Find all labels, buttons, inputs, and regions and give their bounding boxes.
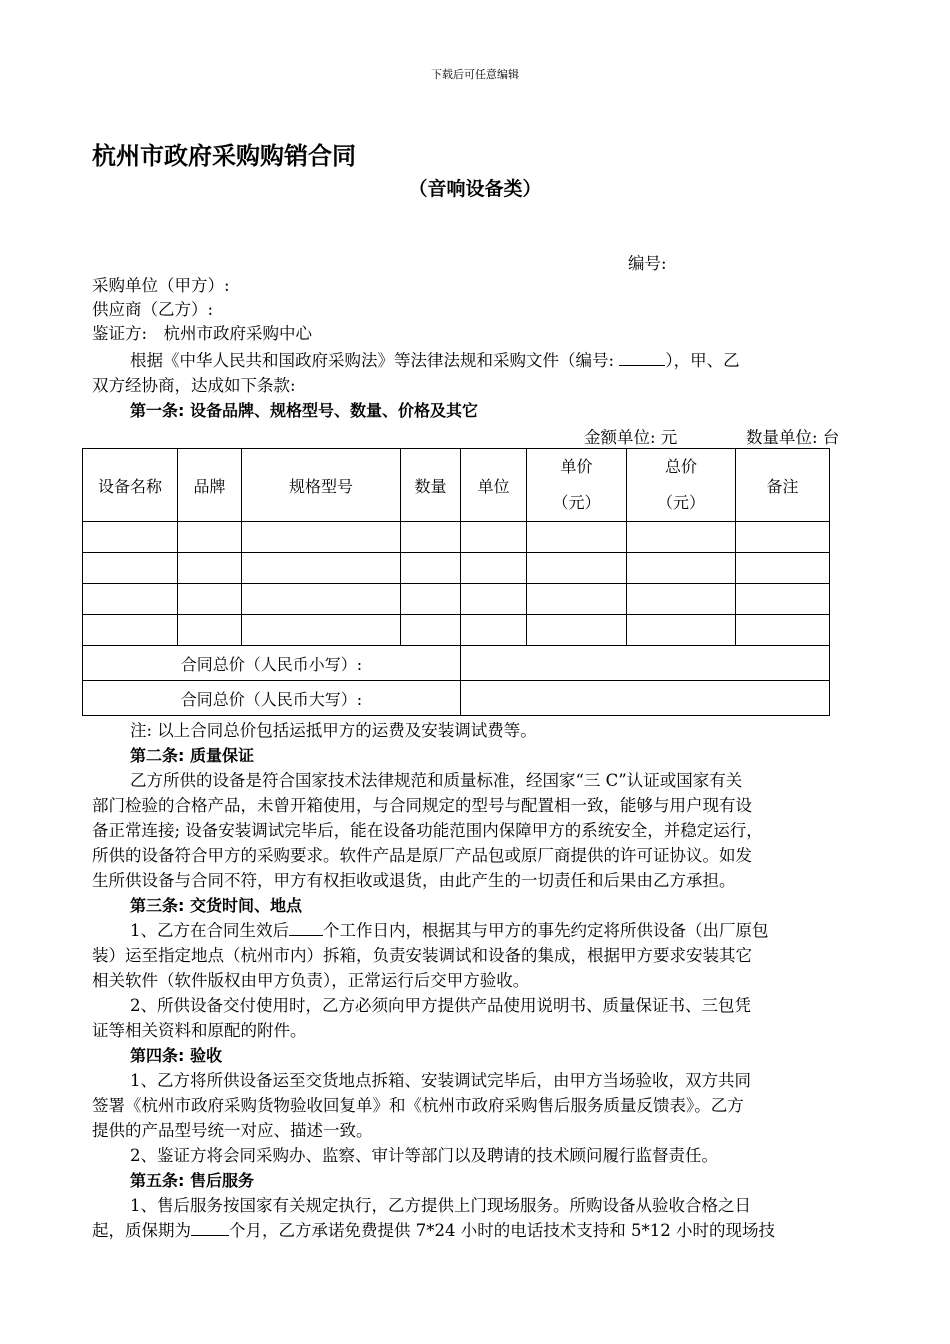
- article-5-line-1: 1、售后服务按国家有关规定执行，乙方提供上门现场服务。所购设备从验收合格之日: [130, 1196, 751, 1215]
- file-number-blank: [619, 349, 665, 366]
- total-lowercase-row: [83, 646, 830, 681]
- header-brand: 品牌: [178, 449, 242, 522]
- header-total-price: [627, 449, 736, 522]
- header-quantity: 数量: [401, 449, 461, 522]
- table-cell: [627, 584, 736, 615]
- table-cell: [242, 522, 401, 553]
- article-3-para-2-line: 证等相关资料和原配的附件。: [92, 1021, 307, 1040]
- document-subtitle: （音响设备类）: [408, 178, 542, 200]
- article-5-line-2-b: 个月，乙方承诺免费提供 7*24 小时的电话技术支持和 5*12 小时的现场技: [229, 1221, 775, 1240]
- header-remark: 备注: [736, 449, 830, 522]
- table-cell: [401, 522, 461, 553]
- table-row: [83, 615, 830, 646]
- table-cell: [178, 522, 242, 553]
- table-cell: [401, 615, 461, 646]
- article-3-line: 相关软件（软件版权由甲方负责），正常运行后交甲方验收。: [92, 971, 530, 990]
- article-3-line: 装）运至指定地点（杭州市内）拆箱，负责安装调试和设备的集成，根据甲方要求安装其它: [92, 946, 752, 965]
- article-5-line-2: [92, 1219, 775, 1243]
- table-cell: [83, 615, 178, 646]
- total-uppercase-label: 合同总价（人民币大写）:: [83, 681, 461, 716]
- amount-unit-label: 金额单位: 元: [584, 428, 678, 447]
- article-4-heading: 第四条: 验收: [130, 1046, 222, 1065]
- equipment-table: [82, 448, 830, 716]
- total-uppercase-value: [461, 681, 830, 716]
- supplier-line: 供应商（乙方）:: [92, 300, 214, 319]
- witness-line: 鉴证方: 杭州市政府采购中心: [92, 324, 313, 343]
- article-1-heading: 第一条: 设备品牌、规格型号、数量、价格及其它: [130, 401, 478, 420]
- table-cell: [627, 522, 736, 553]
- document-title: 杭州市政府采购购销合同: [92, 142, 356, 170]
- table-cell: [401, 584, 461, 615]
- total-price-label: 总价: [664, 457, 697, 476]
- contract-number-label: 编号:: [628, 254, 667, 273]
- intro-line-1-a: 根据《中华人民共和国政府采购法》等法律法规和采购文件（编号:: [130, 351, 620, 370]
- article-2-line: 备正常连接; 设备安装调试完毕后，能在设备功能范围内保障甲方的系统安全，并稳定运行，: [92, 821, 763, 840]
- table-cell: [627, 615, 736, 646]
- unit-price-currency: （元）: [552, 493, 601, 512]
- table-cell: [178, 615, 242, 646]
- table-cell: [178, 584, 242, 615]
- warranty-months-blank: [191, 1219, 229, 1236]
- table-cell: [736, 522, 830, 553]
- table-cell: [401, 553, 461, 584]
- table-cell: [83, 584, 178, 615]
- header-unit: 单位: [461, 449, 527, 522]
- article-2-line: 生所供设备与合同不符，甲方有权拒收或退货，由此产生的一切责任和后果由乙方承担。: [92, 871, 736, 890]
- header-model: 规格型号: [242, 449, 401, 522]
- header-equipment-name: 设备名称: [83, 449, 178, 522]
- total-lowercase-value: [461, 646, 830, 681]
- intro-line-1: [130, 349, 740, 373]
- article-2-line: 所供的设备符合甲方的采购要求。软件产品是原厂产品包或原厂商提供的许可证协议。如发: [92, 846, 752, 865]
- header-note: 下载后可任意编辑: [431, 68, 519, 81]
- article-3-line-1: [130, 919, 769, 943]
- table-cell: [461, 615, 527, 646]
- table-cell: [461, 522, 527, 553]
- table-row: [83, 584, 830, 615]
- table-cell: [242, 615, 401, 646]
- working-days-blank: [289, 919, 323, 936]
- table-cell: [242, 584, 401, 615]
- intro-line-2: 双方经协商，达成如下条款:: [92, 376, 296, 395]
- buyer-line: 采购单位（甲方）:: [92, 276, 230, 295]
- table-cell: [178, 553, 242, 584]
- table-cell: [736, 615, 830, 646]
- article-4-line: 1、乙方将所供设备运至交货地点拆箱、安装调试完毕后，由甲方当场验收，双方共同: [130, 1071, 751, 1090]
- table-header-row: [83, 449, 830, 522]
- intro-line-1-b: ），甲、乙: [665, 351, 740, 370]
- article-2-heading: 第二条: 质量保证: [130, 746, 254, 765]
- article-4-line: 签署《杭州市政府采购货物验收回复单》和《杭州市政府采购售后服务质量反馈表》。乙方: [92, 1096, 744, 1115]
- table-cell: [527, 615, 627, 646]
- table-cell: [527, 553, 627, 584]
- unit-price-label: 单价: [560, 457, 593, 476]
- table-cell: [527, 522, 627, 553]
- article-2-line: 部门检验的合格产品，未曾开箱使用，与合同规定的型号与配置相一致，能够与用户现有设: [92, 796, 752, 815]
- article-3-line-1-a: 1、乙方在合同生效后: [130, 921, 289, 940]
- article-4-line: 提供的产品型号统一对应、描述一致。: [92, 1121, 373, 1140]
- article-3-para-2-line: 2、所供设备交付使用时，乙方必须向甲方提供产品使用说明书、质量保证书、三包凭: [130, 996, 751, 1015]
- header-unit-price: [527, 449, 627, 522]
- table-cell: [627, 553, 736, 584]
- article-5-line-2-a: 起，质保期为: [92, 1221, 191, 1240]
- table-cell: [736, 553, 830, 584]
- article-3-line-1-b: 个工作日内，根据其与甲方的事先约定将所供设备（出厂原包: [323, 921, 769, 940]
- table-cell: [461, 553, 527, 584]
- total-price-currency: （元）: [656, 493, 705, 512]
- article-3-heading: 第三条: 交货时间、地点: [130, 896, 302, 915]
- table-cell: [736, 584, 830, 615]
- table-row: [83, 553, 830, 584]
- table-cell: [461, 584, 527, 615]
- quantity-unit-label: 数量单位: 台: [746, 428, 840, 447]
- table-cell: [527, 584, 627, 615]
- article-2-line: 乙方所供的设备是符合国家技术法律规范和质量标准，经国家“三 C”认证或国家有关: [130, 771, 743, 790]
- price-note: 注: 以上合同总价包括运抵甲方的运费及安装调试费等。: [130, 721, 537, 740]
- table-cell: [242, 553, 401, 584]
- table-cell: [83, 522, 178, 553]
- total-lowercase-label: 合同总价（人民币小写）:: [83, 646, 461, 681]
- table-row: [83, 522, 830, 553]
- article-4-para-2: 2、鉴证方将会同采购办、监察、审计等部门以及聘请的技术顾问履行监督责任。: [130, 1146, 718, 1165]
- article-5-heading: 第五条: 售后服务: [130, 1171, 254, 1190]
- table-cell: [83, 553, 178, 584]
- total-uppercase-row: [83, 681, 830, 716]
